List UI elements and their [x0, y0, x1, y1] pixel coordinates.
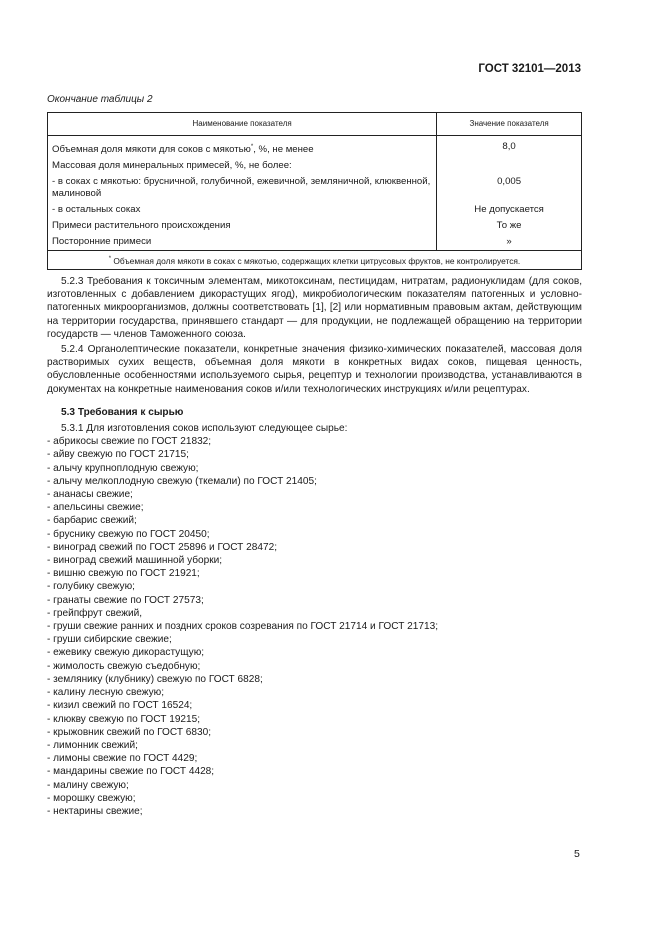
indicator-name: - в соках с мякотью: брусничной, голубичной, ежевичной, земляничной, клюквенной, малиновой [48, 174, 437, 202]
table-row [48, 202, 582, 218]
indicator-name: Объемная доля мякоти для соков с мякотью*, %, не менее [48, 136, 437, 159]
list-item: - лимонник свежий; [47, 739, 138, 751]
list-item: - бруснику свежую по ГОСТ 20450; [47, 528, 210, 540]
table-row [48, 174, 582, 202]
section-intro: 5.3.1 Для изготовления соков используют следующее сырье: [61, 423, 348, 435]
raw-materials-list [47, 435, 582, 818]
table-header-row [48, 113, 582, 136]
indicator-value: » [437, 234, 582, 251]
list-item: - нектарины свежие; [47, 805, 143, 817]
indicator-name: - в остальных соках [48, 202, 437, 218]
indicator-name: Примеси растительного происхождения [48, 218, 437, 234]
list-item: - клюкву свежую по ГОСТ 19215; [47, 713, 201, 725]
paragraph-5-2-3: 5.2.3 Требования к токсичным элементам, микотоксинам, пестицидам, нитратам, радионуклидам (для соков, изготовленных с добавлением дикорастущих ягод), микробиологическим показателям патогенных и условно-патогенных микроорганизмов, должны соответствовать [1], [2] или нормативным правовым актам, действующим на территории государства, принявшего стандарт — для продукции, не подлежащей обращению на территории государств — членов Таможенного союза. [47, 276, 582, 340]
list-item: - вишню свежую по ГОСТ 21921; [47, 568, 200, 580]
indicator-value: То же [437, 218, 582, 234]
indicator-value: 8,0 [437, 136, 582, 159]
list-item: - апельсины свежие; [47, 502, 144, 514]
list-item: - жимолость свежую съедобную; [47, 660, 201, 672]
list-item: - голубику свежую; [47, 581, 135, 593]
list-item: - груши свежие ранних и поздних сроков созревания по ГОСТ 21714 и ГОСТ 21713; [47, 621, 439, 633]
list-item: - калину лесную свежую; [47, 687, 164, 699]
list-item: - груши сибирские свежие; [47, 634, 172, 646]
page-number: 5 [574, 848, 580, 860]
table-row [48, 234, 582, 251]
indicator-value: 0,005 [437, 174, 582, 202]
footnote-mark: * [108, 256, 112, 263]
indicator-name: Посторонние примеси [48, 234, 437, 251]
list-item: - алычу мелкоплодную свежую (ткемали) по ГОСТ 21405; [47, 475, 317, 487]
list-item: - абрикосы свежие по ГОСТ 21832; [47, 436, 212, 448]
list-item: - морошку свежую; [47, 792, 136, 804]
list-item: - виноград свежий машинной уборки; [47, 555, 223, 567]
list-item: - алычу крупноплодную свежую; [47, 462, 199, 474]
list-item: - грейпфрут свежий, [47, 607, 143, 619]
table-row [48, 218, 582, 234]
list-item: - мандарины свежие по ГОСТ 4428; [47, 766, 215, 778]
list-item: - землянику (клубнику) свежую по ГОСТ 6828; [47, 673, 263, 685]
list-item: - малину свежую; [47, 779, 129, 791]
column-header-name: Наименование показателя [48, 113, 437, 136]
indicator-value: Не допускается [437, 202, 582, 218]
indicator-name: Массовая доля минеральных примесей, %, не более: [48, 158, 437, 174]
list-item: - гранаты свежие по ГОСТ 27573; [47, 594, 204, 606]
document-number: ГОСТ 32101—2013 [478, 63, 581, 75]
list-item: - крыжовник свежий по ГОСТ 6830; [47, 726, 212, 738]
list-item: - кизил свежий по ГОСТ 16524; [47, 700, 193, 712]
list-item: - ананасы свежие; [47, 489, 133, 501]
indicator-value [437, 158, 582, 174]
section-heading: 5.3 Требования к сырью [61, 406, 184, 418]
column-header-value: Значение показателя [437, 113, 582, 136]
list-item: - ежевику свежую дикорастущую; [47, 647, 205, 659]
paragraph-5-2-4: 5.2.4 Органолептические показатели, конкретные значения физико-химических показателей, массовая доля растворимых сухих веществ, объемная доля мякоти в конкретных видах соков, пищевая ценность, обусловленные особенностями используемого сырья, рецептур и технологии производства, устанавливаются в документах на конкретные наименования соков и/или технологических инструкциях и/или рецептурах. [47, 344, 582, 395]
list-item: - айву свежую по ГОСТ 21715; [47, 449, 189, 461]
list-item: - лимоны свежие по ГОСТ 4429; [47, 753, 198, 765]
table-caption: Окончание таблицы 2 [47, 94, 153, 105]
table-footnote: * Объемная доля мякоти в соках с мякотью, содержащих клетки цитрусовых фруктов, не контролируется. [48, 251, 582, 270]
table-row [48, 158, 582, 174]
indicators-table [47, 112, 582, 270]
footnote-mark: * [250, 144, 254, 150]
list-item: - виноград свежий по ГОСТ 25896 и ГОСТ 28472; [47, 541, 278, 553]
document-body [47, 275, 582, 818]
list-item: - барбарис свежий; [47, 515, 137, 527]
table-row [48, 136, 582, 159]
table-footnote-row [48, 251, 582, 270]
